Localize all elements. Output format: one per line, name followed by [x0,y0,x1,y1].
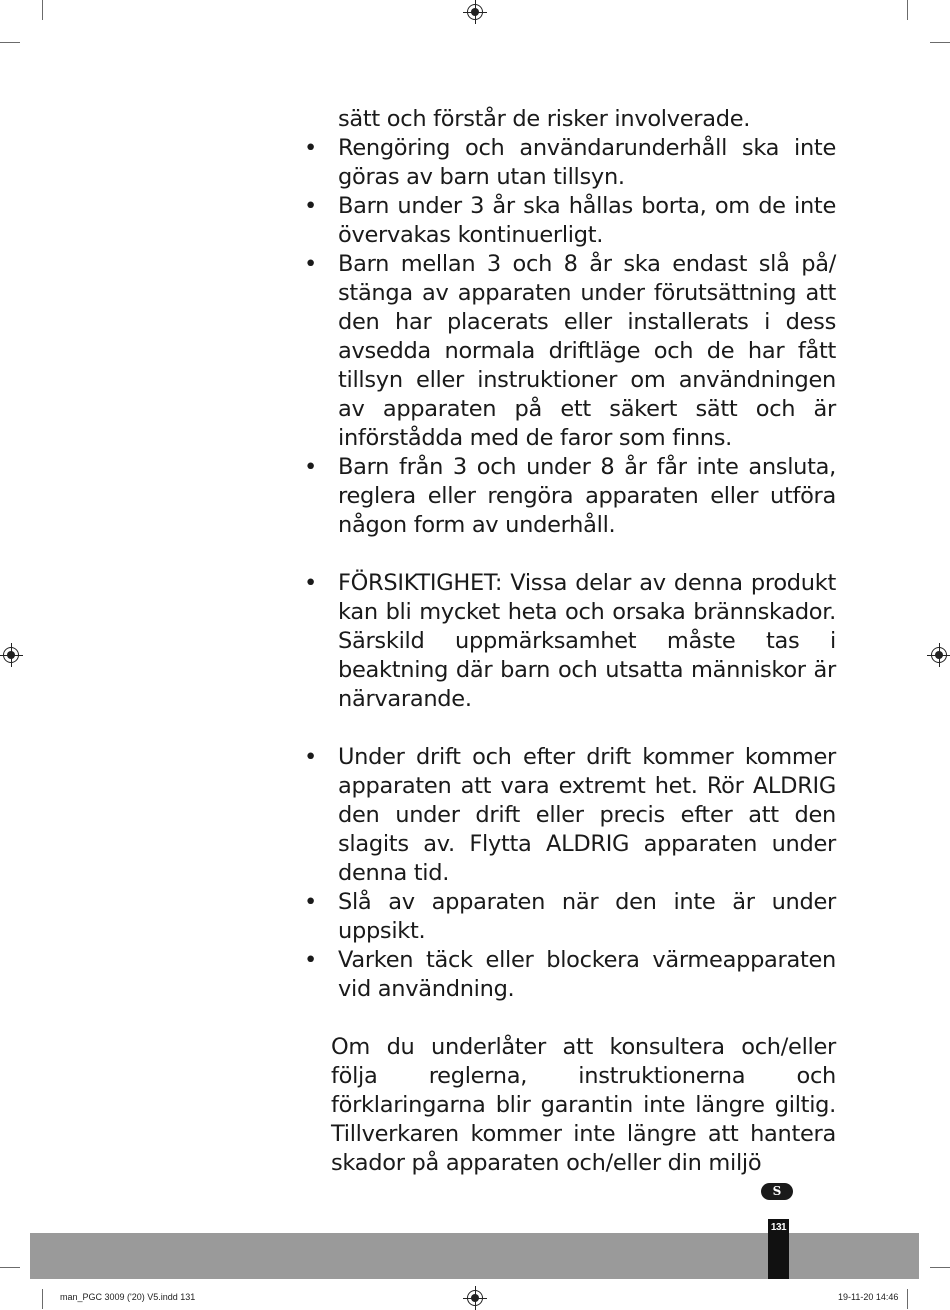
safety-instructions [296,105,836,1178]
file-slug: man_PGC 3009 ('20) V5.indd 131 [60,1292,196,1302]
list-item: sätt och förstår de risker involverade. [338,106,751,132]
crop-mark [42,0,43,20]
list-item: • Barn under 3 år ska hållas borta, om de inte övervakas kontinuerligt. [304,193,836,248]
list-item: • FÖRSIKTIGHET: Vissa delar av denna produkt kan bli mycket heta och orsaka brännskador. Särskild uppmärksamhet måste tas i beaktning där barn och utsatta människor är närvarande. [304,570,836,712]
crop-mark [0,1267,20,1268]
closing-paragraph: Om du underlåter att konsultera och/eller följa reglerna, instruktionerna och förklaringarna blir garantin inte längre giltig. Tillverkaren kommer inte längre att hantera skador på apparaten och/eller din miljö [331,1034,836,1176]
list-item: • Barn från 3 och under 8 år får inte ansluta, reglera eller rengöra apparaten eller utföra någon form av underhåll. [304,454,836,538]
crop-mark [907,1289,908,1309]
spacer [296,1004,836,1033]
page-number: 131 [770,1222,787,1233]
bullet: • [304,889,317,915]
bullet: • [304,570,317,596]
crop-mark [907,0,908,20]
crop-mark [42,1289,43,1309]
list-item: • Rengöring och användarunderhåll ska inte göras av barn utan tillsyn. [304,135,836,190]
list-item: • Under drift och efter drift kommer kommer apparaten att vara extremt het. Rör ALDRIG den under drift eller precis efter att den slagits av. Flytta ALDRIG apparaten under denna tid. [304,744,836,886]
bullet: • [304,193,317,219]
registration-mark-icon [3,647,19,663]
bullet: • [304,251,317,277]
list-item: • Slå av apparaten när den inte är under uppsikt. [304,889,836,944]
print-timestamp: 19-11-20 14:46 [838,1292,899,1302]
bullet: • [304,744,317,770]
spacer [296,714,836,743]
bullet: • [304,135,317,161]
registration-mark-icon [467,1290,483,1306]
list-item: • Barn mellan 3 och 8 år ska endast slå på/ stänga av apparaten under förutsättning att den har placerats eller installerats i dess avsedda normala driftläge och de har fått tillsyn eller instruktioner om användningen av apparaten på ett säkert sätt och är införstådda med de faror som finns. [304,251,836,451]
bullet: • [304,947,317,973]
list-item: • Varken täck eller blockera värmeapparaten vid användning. [304,947,836,1002]
language-badge: S [761,1183,793,1200]
registration-mark-icon [467,4,483,20]
registration-mark-icon [931,647,947,663]
crop-mark [930,42,950,43]
crop-mark [930,1267,950,1268]
crop-mark [0,42,20,43]
bullet: • [304,454,317,480]
spacer [296,540,836,569]
